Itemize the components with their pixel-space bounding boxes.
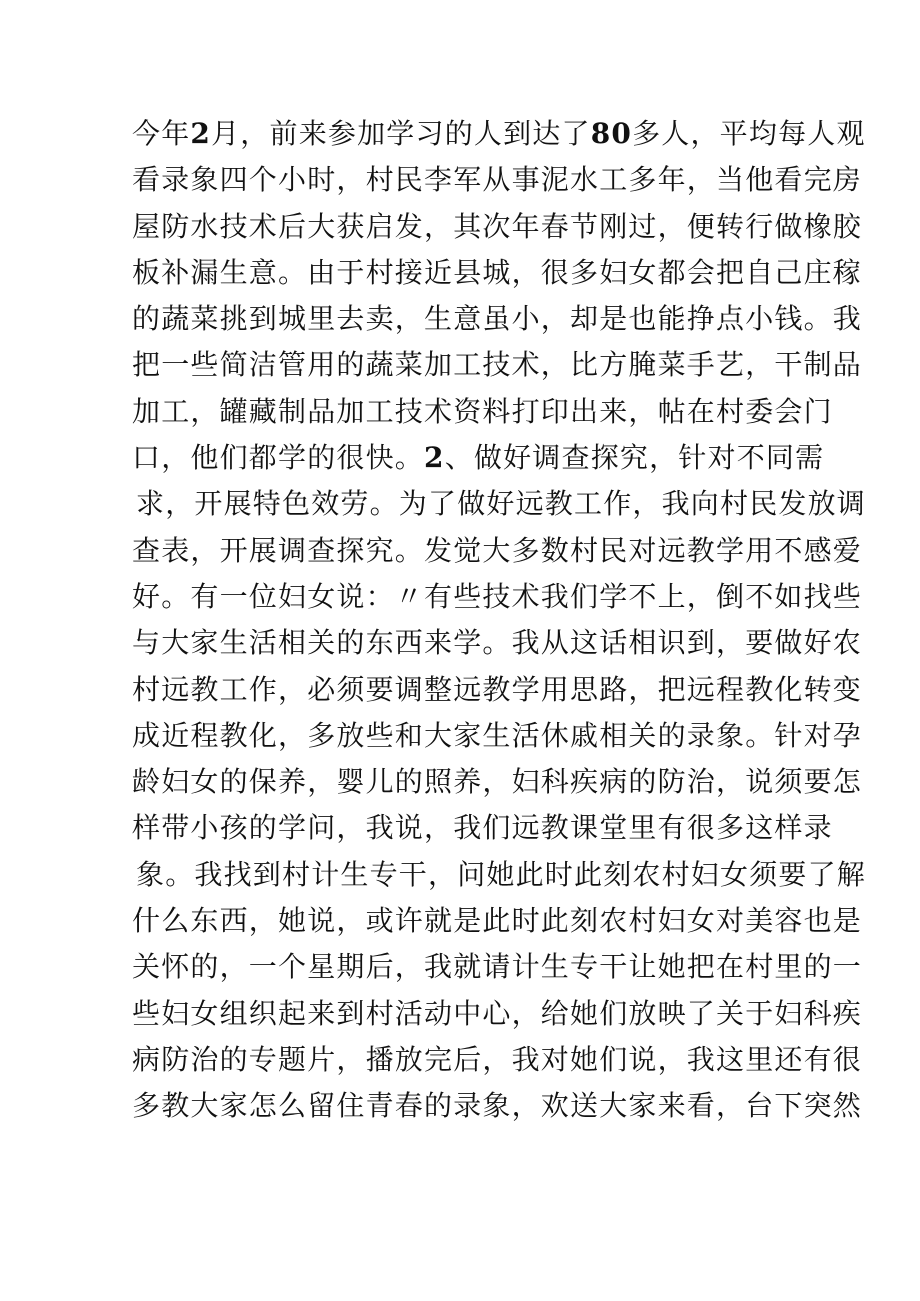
text-line: 好。有一位妇女说：〃有些技术我们学不上，倒不如找些 xyxy=(132,579,863,613)
text-line: 求，开展特色效劳。为了做好远教工作，我向村民发放调 xyxy=(136,487,867,521)
text-line: 的蔬菜挑到城里去卖，生意虽小，却是也能挣点小钱。我 xyxy=(132,302,863,336)
text-line: 屋防水技术后大获启发，其次年春节刚过，便转行做橡胶 xyxy=(132,209,863,243)
text-line: 查表，开展调查探究。发觉大多数村民对远教学用不感爱 xyxy=(132,533,863,567)
body-text xyxy=(132,111,867,1130)
text-line: 口，他们都学的很快。2、做好调查探究，针对不同需 xyxy=(132,441,825,475)
text-line: 板补漏生意。由于村接近县城，很多妇女都会把自己庄稼 xyxy=(132,255,863,289)
text-line: 与大家生活相关的东西来学。我从这话相识到，要做好农 xyxy=(132,626,863,660)
text-line: 成近程教化，多放些和大家生活休戚相关的录象。针对孕 xyxy=(132,718,863,752)
text-line: 样带小孩的学问，我说，我们远教课堂里有很多这样录 xyxy=(132,811,833,845)
text-line: 把一些简洁管用的蔬菜加工技术，比方腌菜手艺，干制品 xyxy=(132,348,863,382)
text-line: 多教大家怎么留住青春的录象，欢送大家来看，台下突然 xyxy=(132,1089,863,1123)
text-line: 龄妇女的保养，婴儿的照养，妇科疾病的防治，说须要怎 xyxy=(132,765,863,799)
text-line: 今年2月，前来参加学习的人到达了80多人，平均每人观 xyxy=(132,117,866,150)
text-line: 关怀的，一个星期后，我就请计生专干让她把在村里的一 xyxy=(132,950,863,984)
text-line: 病防治的专题片，播放完后，我对她们说，我这里还有很 xyxy=(132,1042,863,1076)
text-line: 些妇女组织起来到村活动中心，给她们放映了关于妇科疾 xyxy=(132,996,863,1030)
text-line: 象。我找到村计生专干，问她此时此刻农村妇女须要了解 xyxy=(136,857,867,891)
text-line: 村远教工作，必须要调整远教学用思路，把远程教化转变 xyxy=(132,672,863,706)
text-line: 看录象四个小时，村民李军从事泥水工多年，当他看完房 xyxy=(132,163,863,197)
text-line: 加工，罐藏制品加工技术资料打印出来，帖在村委会门 xyxy=(132,394,833,428)
text-line: 什么东西，她说，或许就是此时此刻农村妇女对美容也是 xyxy=(132,904,863,938)
